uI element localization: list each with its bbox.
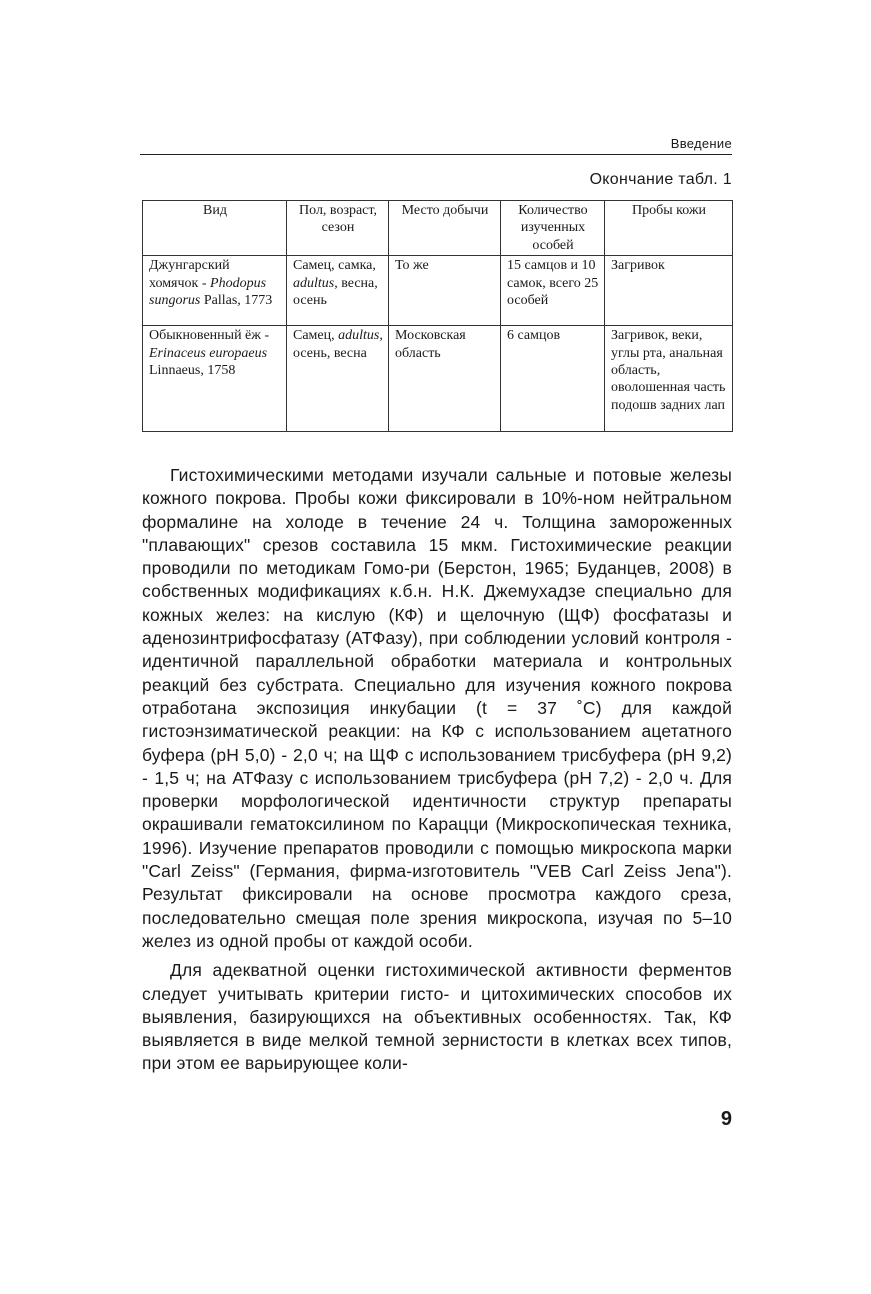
cell-species — [143, 256, 287, 326]
body-text — [142, 464, 732, 1082]
species-common-name: Джунгарский хомячок - — [149, 258, 230, 291]
species-latin-name: Phodopus sungorus — [149, 275, 267, 309]
age-latin: adultus — [293, 275, 335, 291]
column-header-place: Место добычи — [389, 201, 501, 256]
species-latin-name: Erinaceus europaeus — [149, 345, 268, 361]
cell-place: То же — [389, 256, 501, 326]
species-author: Linnaeus, 1758 — [149, 363, 236, 379]
column-header-sex-age-season: Пол, возраст, сезон — [287, 201, 389, 256]
sex-text: Самец, самка, — [293, 258, 376, 274]
paragraph-methods: Гистохимическими методами изучали сальные и потовые железы кожного покрова. Пробы кожи фиксировали в 10%-ном нейтральном формалине на холоде в течение 24 ч. Толщина замороженных "плавающих" срезов составила 15 мкм. Гистохимические реакции проводили по методикам Гомо-ри (Берстон, 1965; Буданцев, 2008) в собственных модификациях к.б.н. Н.К. Джемухадзе специально для кожных желез: на кислую (КФ) и щелочную (ЩФ) фосфатазы и аденозинтрифосфатазу (АТФазу), при соблюдении условий контроля - идентичной параллельной обработки материала и контрольных реакций без субстрата. Специально для изучения кожного покрова отработана экспозиция инкубации (t = 37 ˚С) для каждой гистоэнзиматической реакции: на КФ с использованием ацетатного буфера (рН 5,0) - 2,0 ч; на ЩФ с использованием трисбуфера (рН 9,2) - 1,5 ч; на АТФазу с использованием трисбуфера (рН 7,2) - 2,0 ч. Для проверки морфологической идентичности структур препараты окрашивали гематоксилином по Карацци (Микроскопическая техника, 1996). Изучение препаратов проводили с помощью микроскопа марки "Carl Zeiss" (Германия, фирма-изготовитель "VEB Carl Zeiss Jena"). Результат фиксировали на основе просмотра каждого среза, последовательно смещая поле зрения микроскопа, изучая по 5–10 желез из одной пробы от каждой особи. — [142, 465, 732, 951]
cell-sex-age-season — [287, 256, 389, 326]
sex-text: Самец, — [293, 328, 339, 344]
species-common-name: Обыкновенный ёж - — [149, 328, 270, 344]
cell-count: 15 самцов и 10 самок, всего 25 особей — [501, 256, 605, 326]
species-table — [142, 200, 733, 432]
age-latin: adultus — [338, 328, 380, 344]
table-caption: Окончание табл. 1 — [589, 171, 732, 188]
paragraph-criteria: Для адекватной оценки гистохимической активности ферментов следует учитывать критерии гисто- и цитохимических способов их выявления, базирующихся на объективных особенностях. Так, КФ выявляется в виде мелкой темной зернистости в клетках всех типов, при этом ее варьирующее коли- — [142, 960, 732, 1074]
column-header-species: Вид — [143, 201, 287, 256]
table-row — [143, 326, 733, 432]
cell-skin-samples: Загривок, веки, углы рта, анальная область, оволошенная часть подошв задних лап — [605, 326, 733, 432]
cell-place: Московская область — [389, 326, 501, 432]
season-text: , осень, весна — [293, 328, 383, 361]
season-text: , весна, осень — [293, 275, 378, 309]
species-author: Pallas, 1773 — [200, 293, 273, 309]
page-number: 9 — [720, 1108, 732, 1130]
header-rule — [140, 154, 732, 155]
column-header-skin-samples: Пробы кожи — [605, 201, 733, 256]
table-row — [143, 256, 733, 326]
cell-skin-samples: Загривок — [605, 256, 733, 326]
column-header-count: Количество изученных особей — [501, 201, 605, 256]
running-head: Введение — [670, 136, 732, 151]
table-header-row — [143, 201, 733, 256]
cell-sex-age-season — [287, 326, 389, 432]
cell-count: 6 самцов — [501, 326, 605, 432]
cell-species — [143, 326, 287, 432]
